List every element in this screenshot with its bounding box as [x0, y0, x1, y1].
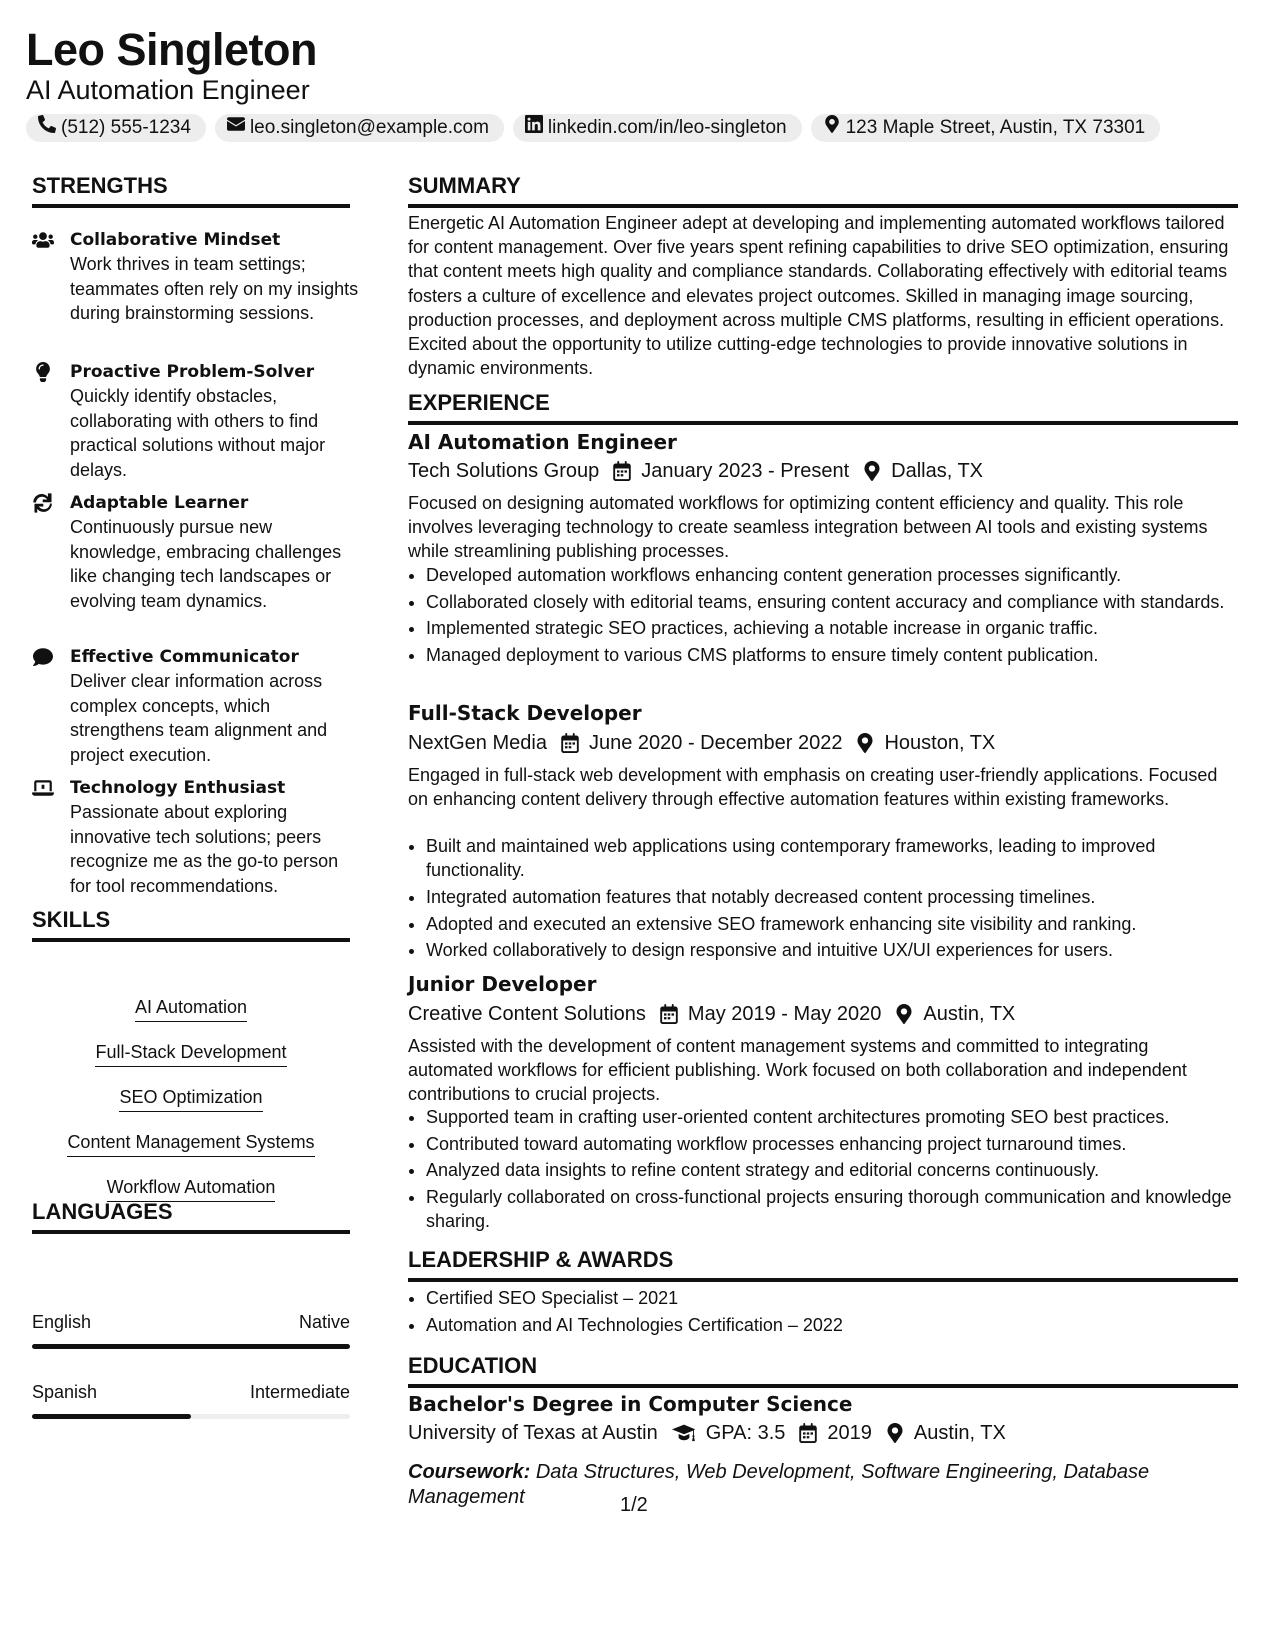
address-contact	[811, 114, 1161, 142]
education-meta	[408, 1419, 1020, 1447]
skill-tag: Full-Stack Development	[95, 1040, 286, 1067]
calendar-icon	[561, 733, 579, 753]
proficiency-bar	[32, 1414, 350, 1419]
calendar-icon	[799, 1423, 817, 1443]
job-bullet: • Contributed toward automating workflow processes enhancing project turnaround times.	[426, 1132, 1256, 1156]
linkedin-contact[interactable]	[513, 114, 802, 142]
job-title: Full-Stack Developer	[408, 701, 642, 725]
linkedin-icon	[525, 114, 543, 142]
graduation-cap-icon	[672, 1423, 696, 1443]
calendar-icon	[660, 1004, 678, 1024]
location-pin-icon	[863, 461, 881, 481]
job-title: AI Automation Engineer	[408, 430, 677, 454]
job-bullet: • Supported team in crafting user-oriented content architectures promoting SEO best practices.	[426, 1105, 1256, 1129]
laptop-icon	[32, 778, 54, 798]
location-pin-icon	[856, 733, 874, 753]
skills-heading: SKILLS	[32, 906, 350, 942]
strength-item	[32, 776, 362, 894]
users-icon	[32, 230, 54, 250]
job-meta	[408, 729, 1009, 757]
sync-icon	[32, 493, 54, 513]
language-level: Intermediate	[249, 1382, 350, 1402]
language-name: Spanish	[32, 1382, 98, 1402]
job-description: Focused on designing automated workflows for optimizing content efficiency and quality. This role involves leveraging technology to create seamless integration between AI tools and existing systems while streamlining publishing processes.	[408, 493, 1208, 562]
proficiency-fill	[32, 1344, 350, 1349]
strength-title: Collaborative Mindset	[70, 230, 281, 250]
job-dates: June 2020 - December 2022	[588, 732, 843, 754]
email-text: leo.singleton@example.com	[249, 117, 489, 138]
job-bullet: • Analyzed data insights to refine content strategy and editorial concerns continuously.	[426, 1158, 1256, 1182]
job-bullet: • Worked collaboratively to design responsive and intuitive UX/UI experiences for users.	[426, 938, 1256, 962]
strength-title: Effective Communicator	[70, 647, 299, 667]
strength-desc: Passionate about exploring innovative tech solutions; peers recognize me as the go-to person for tool recommendations.	[70, 802, 339, 896]
job-bullet: • Managed deployment to various CMS platforms to ensure timely content publication.	[426, 643, 1256, 667]
job-location: Austin, TX	[923, 1003, 1016, 1025]
strength-item	[32, 228, 362, 346]
strength-desc: Quickly identify obstacles, collaborating with others to find practical solutions without major delays.	[70, 386, 326, 480]
summary-heading: SUMMARY	[408, 172, 1238, 208]
awards-heading: LEADERSHIP & AWARDS	[408, 1246, 1238, 1282]
job-bullet: • Integrated automation features that notably decreased content processing timelines.	[426, 885, 1256, 909]
candidate-title: AI Automation Engineer	[26, 75, 310, 105]
job-meta	[408, 1000, 1029, 1028]
envelope-icon	[227, 114, 245, 142]
award-item: • Automation and AI Technologies Certification – 2022	[426, 1313, 1256, 1337]
skill-tag: AI Automation	[135, 995, 247, 1022]
job-company: Creative Content Solutions	[408, 1003, 646, 1025]
skill-tag: Workflow Automation	[107, 1175, 276, 1202]
coursework-label: Coursework:	[408, 1461, 531, 1483]
strength-desc: Work thrives in team settings; teammates often rely on my insights during brainstorming sessions.	[70, 254, 359, 323]
email-contact[interactable]	[215, 114, 504, 142]
gpa-text: GPA: 3.5	[705, 1422, 786, 1444]
job-dates: May 2019 - May 2020	[687, 1003, 882, 1025]
job-location: Houston, TX	[884, 732, 996, 754]
contact-bar	[26, 114, 1160, 142]
strength-title: Proactive Problem-Solver	[70, 362, 315, 382]
phone-contact[interactable]	[26, 114, 206, 142]
page-number: 1/2	[620, 1494, 648, 1516]
summary-text: Energetic AI Automation Engineer adept at developing and implementing automated workflows tailored for content management. Over five years spent refining capabilities to drive SEO optimization, ensuring that content meets high quality and compliance standards. Collaborating effectively with editorial teams fosters a culture of excellence and elevates project outcomes. Skilled in managing image sourcing, production processes, and deployment across multiple CMS platforms, resulting in efficient operations. Excited about the opportunity to utilize cutting-edge technologies to provide innovative solutions in dynamic environments.	[408, 213, 1229, 379]
language-item	[32, 1380, 350, 1450]
job-bullet: • Built and maintained web applications using contemporary frameworks, leading to improved functionality.	[426, 834, 1256, 882]
school-location: Austin, TX	[913, 1422, 1006, 1444]
proficiency-fill	[32, 1414, 191, 1419]
skill-tag: SEO Optimization	[119, 1085, 262, 1112]
languages-list	[32, 1310, 350, 1450]
location-pin-icon	[823, 114, 841, 142]
graduation-year: 2019	[827, 1422, 872, 1444]
awards-list	[408, 1286, 1256, 1339]
job-bullet: • Regularly collaborated on cross-functional projects ensuring thorough communication and knowledge sharing.	[426, 1185, 1256, 1233]
coursework-list: Data Structures, Web Development, Software Engineering, Database Management	[408, 1461, 1150, 1508]
candidate-name: Leo Singleton	[26, 24, 317, 75]
strength-title: Technology Enthusiast	[70, 778, 286, 798]
language-item	[32, 1310, 350, 1380]
strength-item	[32, 645, 362, 765]
language-level: Native	[298, 1312, 350, 1332]
job-bullet: • Adopted and executed an extensive SEO framework enhancing site visibility and ranking.	[426, 912, 1256, 936]
strength-title: Adaptable Learner	[70, 493, 249, 513]
job-description: Engaged in full-stack web development with emphasis on creating user-friendly applications. Focused on enhancing content delivery through effective automation features within existing frameworks.	[408, 765, 1218, 810]
location-pin-icon	[895, 1004, 913, 1024]
skill-tag: Content Management Systems	[67, 1130, 314, 1157]
job-meta	[408, 457, 997, 485]
experience-heading: EXPERIENCE	[408, 389, 1238, 425]
language-name: English	[32, 1312, 92, 1332]
degree-title: Bachelor's Degree in Computer Science	[408, 1392, 853, 1416]
coursework	[408, 1460, 1238, 1510]
school-name: University of Texas at Austin	[408, 1422, 658, 1444]
calendar-icon	[613, 461, 631, 481]
strength-item	[32, 491, 362, 631]
job-location: Dallas, TX	[891, 460, 984, 482]
location-pin-icon	[886, 1423, 904, 1443]
proficiency-bar	[32, 1344, 350, 1349]
strength-desc: Continuously pursue new knowledge, embracing challenges like changing tech landscapes or evolving team dynamics.	[70, 517, 342, 611]
job-bullets	[408, 563, 1256, 670]
job-bullet: • Collaborated closely with editorial teams, ensuring content accuracy and compliance with standards.	[426, 590, 1256, 614]
job-dates: January 2023 - Present	[641, 460, 850, 482]
job-title: Junior Developer	[408, 972, 597, 996]
skills-list	[32, 995, 350, 1220]
strength-desc: Deliver clear information across complex concepts, which strengthens team alignment and project execution.	[70, 671, 328, 765]
job-bullets	[408, 834, 1256, 965]
phone-icon	[38, 114, 56, 142]
lightbulb-icon	[32, 362, 54, 382]
strengths-list	[32, 228, 362, 908]
comment-icon	[32, 647, 54, 667]
job-bullet: • Implemented strategic SEO practices, achieving a notable increase in organic traffic.	[426, 616, 1256, 640]
job-description: Assisted with the development of content management systems and committed to integrating automated workflows for efficient publishing. Work focused on both collaboration and independent contributions to crucial projects.	[408, 1036, 1187, 1105]
job-bullet: • Developed automation workflows enhancing content generation processes significantly.	[426, 563, 1256, 587]
job-company: Tech Solutions Group	[408, 460, 600, 482]
award-item: • Certified SEO Specialist – 2021	[426, 1286, 1256, 1310]
job-bullets	[408, 1105, 1256, 1236]
strength-item	[32, 360, 362, 480]
strengths-heading: STRENGTHS	[32, 172, 350, 208]
address-text: 123 Maple Street, Austin, TX 73301	[845, 117, 1146, 138]
phone-text: (512) 555-1234	[61, 117, 191, 138]
linkedin-text: linkedin.com/in/leo-singleton	[547, 117, 787, 138]
education-heading: EDUCATION	[408, 1352, 1238, 1388]
job-company: NextGen Media	[408, 732, 547, 754]
languages-heading: LANGUAGES	[32, 1198, 350, 1234]
